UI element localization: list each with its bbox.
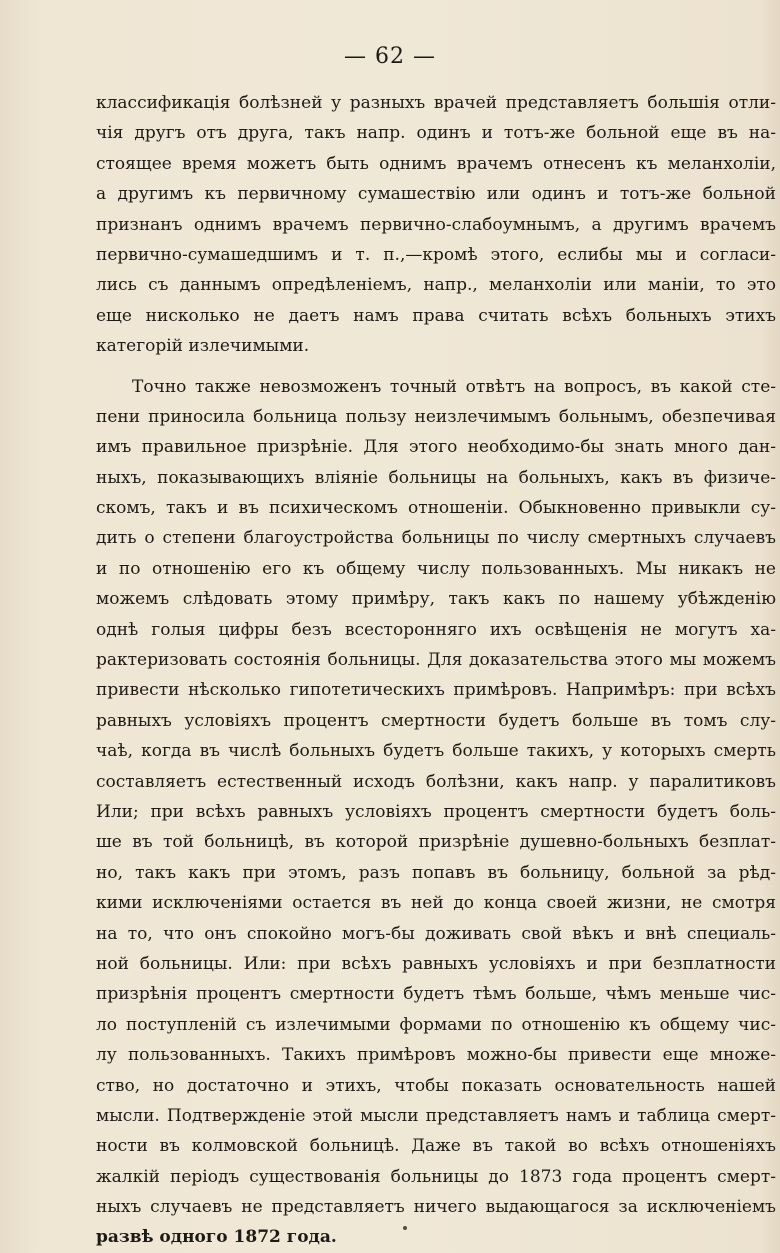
text-line: кими исключеніями остается въ ней до конца своей жизни, не смотря [96, 893, 776, 914]
text-line: развѣ одного 1872 года. [96, 1227, 337, 1248]
paragraph-2 [96, 372, 776, 1253]
text-line: можемъ слѣдовать этому примѣру, такъ какъ по нашему убѣжденію [96, 589, 776, 610]
text-line: призрѣнія процентъ смертности будетъ тѣмъ больше, чѣмъ меньше чис- [96, 984, 776, 1005]
text-line: равныхъ условіяхъ процентъ смертности будетъ больше въ томъ слу- [96, 710, 776, 731]
paragraph-1 [96, 88, 776, 362]
page-number: — 62 — [344, 44, 436, 69]
text-line: стоящее время можетъ быть однимъ врачемъ отнесенъ къ меланхоліи, [96, 153, 776, 174]
text-line: ло поступленій съ излечимыми формами по отношенію къ общему чис- [96, 1014, 776, 1035]
text-line: имъ правильное призрѣніе. Для этого необходимо-бы знать много дан- [96, 437, 776, 458]
text-line: признанъ однимъ врачемъ первично-слабоумнымъ, а другимъ врачемъ [96, 214, 776, 235]
text-line: еще нисколько не даетъ намъ права считать всѣхъ больныхъ этихъ [96, 305, 776, 326]
text-line: лись съ даннымъ опредѣленіемъ, напр., меланхоліи или маніи, то это [96, 275, 776, 296]
text-line: ной больницы. Или: при всѣхъ равныхъ условіяхъ и при безплатности [96, 953, 776, 974]
text-line: первично-сумашедшимъ и т. п.,—кромѣ этого, еслибы мы и согласи- [96, 244, 776, 265]
text-line: классификація болѣзней у разныхъ врачей представляетъ большія отли- [96, 93, 776, 113]
text-line: чаѣ, когда въ числѣ больныхъ будетъ больше такихъ, у которыхъ смерть [96, 741, 776, 762]
text-line: мысли. Подтвержденіе этой мысли представляетъ намъ и таблица смерт- [96, 1105, 776, 1126]
text-line: Точно также невозможенъ точный отвѣтъ на вопросъ, въ какой сте- [132, 376, 776, 397]
text-line: ныхъ случаевъ не представляетъ ничего выдающагося за исключеніемъ [96, 1197, 776, 1218]
text-line: жалкій періодъ существованія больницы до 1873 года процентъ смерт- [96, 1166, 776, 1187]
text-line: категорій излечимыми. [96, 336, 310, 357]
text-line: ство, но достаточно и этихъ, чтобы показать основательность нашей [96, 1075, 776, 1096]
text-line: Или; при всѣхъ равныхъ условіяхъ процентъ смертности будетъ боль- [96, 801, 776, 822]
text-line: рактеризовать состоянія больницы. Для доказательства этого мы можемъ [96, 650, 776, 671]
text-line: ныхъ, показывающихъ вліяніе больницы на больныхъ, какъ въ физиче- [96, 467, 776, 488]
text-line: и по отношенію его къ общему числу пользованныхъ. Мы никакъ не [96, 558, 776, 579]
text-line: ше въ той больницѣ, въ которой призрѣніе душевно-больныхъ безплат- [96, 832, 776, 853]
text-line: а другимъ къ первичному сумашествію или одинъ и тотъ-же больной [96, 184, 776, 205]
text-line: однѣ голыя цифры безъ всесторонняго ихъ освѣщенія не могутъ ха- [96, 619, 776, 640]
ink-speck [403, 1226, 407, 1230]
text-line: составляетъ естественный исходъ болѣзни, какъ напр. у паралитиковъ [96, 771, 776, 792]
text-line: чія другъ отъ друга, такъ напр. одинъ и тотъ-же больной еще въ на- [96, 123, 776, 144]
text-line: привести нѣсколько гипотетическихъ примѣровъ. Напримѣръ: при всѣхъ [96, 680, 776, 701]
text-line: дить о степени благоустройства больницы по числу смертныхъ случаевъ [96, 528, 776, 549]
text-line: но, такъ какъ при этомъ, разъ попавъ въ больницу, больной за рѣд- [96, 862, 776, 883]
text-line: лу пользованныхъ. Такихъ примѣровъ можно-бы привести еще множе- [96, 1045, 776, 1066]
text-body [96, 88, 776, 1253]
text-line: ности въ колмовской больницѣ. Даже въ такой во всѣхъ отношеніяхъ [96, 1136, 776, 1157]
text-line: пени приносила больница пользу неизлечимымъ больнымъ, обезпечивая [96, 406, 776, 427]
text-line: скомъ, такъ и въ психическомъ отношеніи. Обыкновенно привыкли су- [96, 498, 776, 519]
paragraph-gap [96, 362, 776, 372]
text-line: на то, что онъ спокойно могъ-бы доживать свой вѣкъ и внѣ специаль- [96, 923, 776, 944]
